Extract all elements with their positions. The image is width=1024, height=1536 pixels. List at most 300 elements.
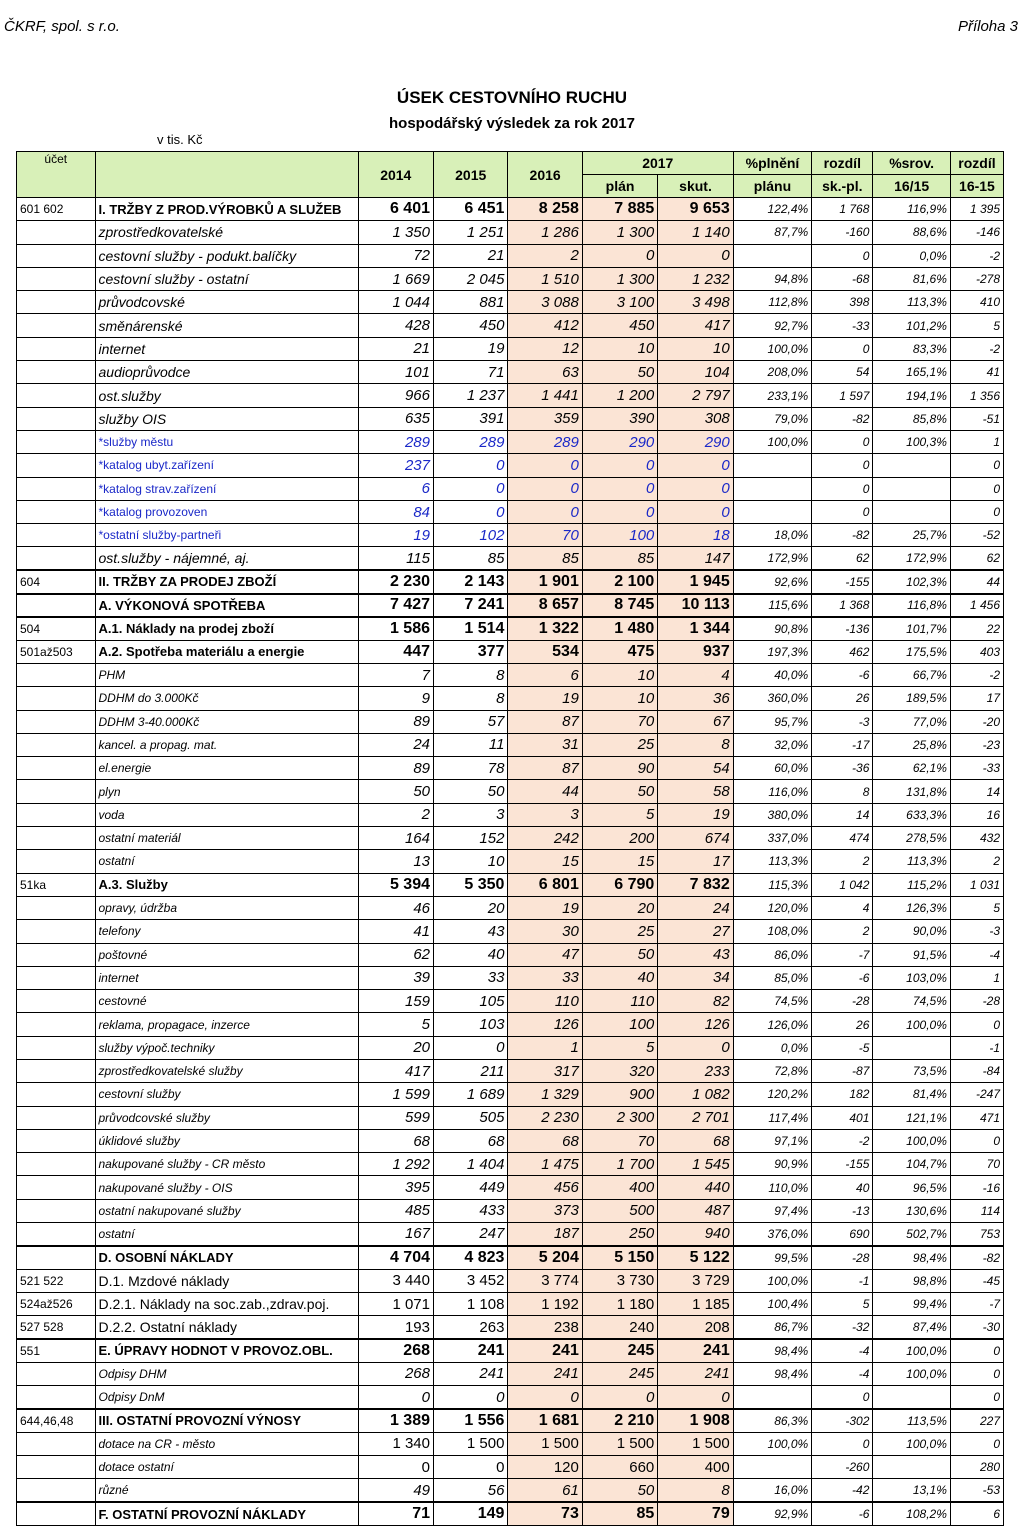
value-actual-2017-cell: 104	[658, 361, 733, 384]
value-plan-2017-cell: 85	[582, 1502, 657, 1525]
pct-compare-cell: 165,1%	[873, 361, 950, 384]
diff-actual-plan-cell: 401	[812, 1106, 873, 1129]
value-actual-2017-cell: 308	[658, 407, 733, 430]
pct-compare-cell	[873, 477, 950, 500]
item-name-cell: ostatní materiál	[95, 827, 358, 850]
value-2014-cell: 164	[358, 827, 433, 850]
value-2016-cell: 0	[508, 477, 582, 500]
col-pct-plan: %plnění	[733, 152, 812, 175]
table-row	[17, 1456, 1004, 1479]
pct-plan-cell: 112,8%	[733, 291, 812, 314]
diff-16-15-cell: -3	[950, 920, 1003, 943]
value-2016-cell: 241	[508, 1362, 582, 1385]
item-name-cell: *katalog ubyt.zařízení	[95, 454, 358, 477]
value-2014-cell: 167	[358, 1223, 433, 1246]
value-actual-2017-cell: 208	[658, 1316, 733, 1339]
account-cell	[17, 291, 96, 314]
value-plan-2017-cell: 50	[582, 943, 657, 966]
value-2014-cell: 1 292	[358, 1153, 433, 1176]
value-2015-cell: 505	[434, 1106, 508, 1129]
account-cell	[17, 1456, 96, 1479]
account-cell	[17, 244, 96, 267]
diff-actual-plan-cell: 5	[812, 1292, 873, 1315]
value-2014-cell: 447	[358, 640, 433, 663]
diff-16-15-cell: -2	[950, 244, 1003, 267]
value-actual-2017-cell: 18	[658, 524, 733, 547]
col-cmp: %srov.	[873, 152, 950, 175]
value-2015-cell: 5 350	[434, 873, 508, 896]
value-2015-cell: 85	[434, 547, 508, 570]
pct-plan-cell: 32,0%	[733, 733, 812, 756]
col-diff2-sub: 16-15	[950, 175, 1003, 198]
value-2016-cell: 126	[508, 1013, 582, 1036]
item-name-cell: služby výpoč.techniky	[95, 1036, 358, 1059]
item-name-cell: různé	[95, 1479, 358, 1502]
pct-plan-cell: 120,2%	[733, 1083, 812, 1106]
diff-16-15-cell: -52	[950, 524, 1003, 547]
item-name-cell: nakupované služby - OIS	[95, 1176, 358, 1199]
value-2014-cell: 4 704	[358, 1246, 433, 1269]
table-row	[17, 570, 1004, 593]
item-name-cell: kancel. a propag. mat.	[95, 733, 358, 756]
value-2016-cell: 1 510	[508, 267, 582, 290]
pct-plan-cell	[733, 1386, 812, 1409]
value-2014-cell: 84	[358, 500, 433, 523]
table-row	[17, 1269, 1004, 1292]
value-plan-2017-cell: 0	[582, 1386, 657, 1409]
value-actual-2017-cell: 0	[658, 1386, 733, 1409]
account-cell	[17, 1036, 96, 1059]
table-row	[17, 1106, 1004, 1129]
value-2015-cell: 1 108	[434, 1292, 508, 1315]
value-actual-2017-cell: 10 113	[658, 594, 733, 617]
value-plan-2017-cell: 400	[582, 1176, 657, 1199]
pct-plan-cell: 0,0%	[733, 1036, 812, 1059]
item-name-cell: D.2.2. Ostatní náklady	[95, 1316, 358, 1339]
diff-actual-plan-cell: -2	[812, 1129, 873, 1152]
value-2014-cell: 395	[358, 1176, 433, 1199]
table-row	[17, 1083, 1004, 1106]
pct-plan-cell: 197,3%	[733, 640, 812, 663]
value-actual-2017-cell: 0	[658, 244, 733, 267]
diff-16-15-cell: -45	[950, 1269, 1003, 1292]
item-name-cell: I. TRŽBY Z PROD.VÝROBKŮ A SLUŽEB	[95, 198, 358, 221]
pct-plan-cell: 100,0%	[733, 1432, 812, 1455]
pct-plan-cell: 113,3%	[733, 850, 812, 873]
value-2014-cell: 1 586	[358, 617, 433, 640]
value-actual-2017-cell: 8	[658, 1479, 733, 1502]
diff-16-15-cell: -53	[950, 1479, 1003, 1502]
value-2014-cell: 71	[358, 1502, 433, 1525]
value-2015-cell: 263	[434, 1316, 508, 1339]
value-actual-2017-cell: 1 140	[658, 221, 733, 244]
value-plan-2017-cell: 3 730	[582, 1269, 657, 1292]
diff-actual-plan-cell: -3	[812, 710, 873, 733]
value-plan-2017-cell: 250	[582, 1223, 657, 1246]
item-name-cell: A.3. Služby	[95, 873, 358, 896]
value-2014-cell: 115	[358, 547, 433, 570]
value-actual-2017-cell: 19	[658, 803, 733, 826]
item-name-cell: DDHM 3-40.000Kč	[95, 710, 358, 733]
account-cell	[17, 384, 96, 407]
item-name-cell: A.1. Náklady na prodej zboží	[95, 617, 358, 640]
pct-compare-cell: 25,7%	[873, 524, 950, 547]
item-name-cell: ost.služby - nájemné, aj.	[95, 547, 358, 570]
item-name-cell: ostatní nakupované služby	[95, 1199, 358, 1222]
account-cell	[17, 1059, 96, 1082]
value-2016-cell: 0	[508, 1386, 582, 1409]
account-cell	[17, 896, 96, 919]
item-name-cell: průvodcovské	[95, 291, 358, 314]
value-plan-2017-cell: 10	[582, 663, 657, 686]
value-plan-2017-cell: 0	[582, 454, 657, 477]
value-2015-cell: 0	[434, 454, 508, 477]
diff-16-15-cell: 0	[950, 1432, 1003, 1455]
value-2016-cell: 61	[508, 1479, 582, 1502]
diff-actual-plan-cell: -17	[812, 733, 873, 756]
pct-plan-cell: 126,0%	[733, 1013, 812, 1036]
diff-16-15-cell: 62	[950, 547, 1003, 570]
col-2015: 2015	[434, 152, 508, 198]
account-cell	[17, 1502, 96, 1525]
table-row	[17, 454, 1004, 477]
table-row	[17, 827, 1004, 850]
value-plan-2017-cell: 50	[582, 780, 657, 803]
diff-actual-plan-cell: 26	[812, 1013, 873, 1036]
value-2014-cell: 5 394	[358, 873, 433, 896]
value-2016-cell: 85	[508, 547, 582, 570]
diff-16-15-cell: 0	[950, 1386, 1003, 1409]
pct-compare-cell: 66,7%	[873, 663, 950, 686]
account-cell	[17, 966, 96, 989]
pct-compare-cell	[873, 1386, 950, 1409]
diff-actual-plan-cell: -42	[812, 1479, 873, 1502]
diff-16-15-cell: -51	[950, 407, 1003, 430]
value-2014-cell: 72	[358, 244, 433, 267]
value-2014-cell: 6 401	[358, 198, 433, 221]
item-name-cell: A.2. Spotřeba materiálu a energie	[95, 640, 358, 663]
value-2016-cell: 31	[508, 733, 582, 756]
value-plan-2017-cell: 1 180	[582, 1292, 657, 1315]
pct-compare-cell	[873, 1036, 950, 1059]
account-cell	[17, 827, 96, 850]
item-name-cell: III. OSTATNÍ PROVOZNÍ VÝNOSY	[95, 1409, 358, 1432]
value-2014-cell: 101	[358, 361, 433, 384]
value-2016-cell: 0	[508, 454, 582, 477]
value-2015-cell: 449	[434, 1176, 508, 1199]
value-2016-cell: 6	[508, 663, 582, 686]
pct-plan-cell: 116,0%	[733, 780, 812, 803]
table-row	[17, 547, 1004, 570]
account-cell	[17, 757, 96, 780]
value-2015-cell: 8	[434, 687, 508, 710]
value-plan-2017-cell: 320	[582, 1059, 657, 1082]
diff-actual-plan-cell: -5	[812, 1036, 873, 1059]
table-row	[17, 477, 1004, 500]
value-actual-2017-cell: 241	[658, 1339, 733, 1362]
diff-actual-plan-cell: 0	[812, 1432, 873, 1455]
value-2015-cell: 149	[434, 1502, 508, 1525]
diff-actual-plan-cell: -155	[812, 570, 873, 593]
value-2016-cell: 3 774	[508, 1269, 582, 1292]
table-row	[17, 990, 1004, 1013]
pct-compare-cell: 633,3%	[873, 803, 950, 826]
value-2015-cell: 1 404	[434, 1153, 508, 1176]
value-actual-2017-cell: 147	[658, 547, 733, 570]
table-row	[17, 198, 1004, 221]
diff-16-15-cell: 70	[950, 1153, 1003, 1176]
diff-16-15-cell: -2	[950, 663, 1003, 686]
value-2016-cell: 1 901	[508, 570, 582, 593]
pct-compare-cell: 73,5%	[873, 1059, 950, 1082]
value-2015-cell: 8	[434, 663, 508, 686]
value-actual-2017-cell: 3 729	[658, 1269, 733, 1292]
results-table	[16, 151, 1004, 1526]
pct-plan-cell: 86,7%	[733, 1316, 812, 1339]
diff-16-15-cell: -84	[950, 1059, 1003, 1082]
value-2015-cell: 7 241	[434, 594, 508, 617]
item-name-cell: poštovné	[95, 943, 358, 966]
value-2016-cell: 187	[508, 1223, 582, 1246]
value-2014-cell: 428	[358, 314, 433, 337]
value-actual-2017-cell: 487	[658, 1199, 733, 1222]
col-diff-sub: sk.-pl.	[812, 175, 873, 198]
value-2015-cell: 241	[434, 1362, 508, 1385]
pct-compare-cell: 116,8%	[873, 594, 950, 617]
value-2016-cell: 47	[508, 943, 582, 966]
value-plan-2017-cell: 110	[582, 990, 657, 1013]
value-actual-2017-cell: 2 701	[658, 1106, 733, 1129]
value-plan-2017-cell: 70	[582, 710, 657, 733]
diff-16-15-cell: 1 456	[950, 594, 1003, 617]
value-plan-2017-cell: 5	[582, 1036, 657, 1059]
diff-actual-plan-cell: 0	[812, 1386, 873, 1409]
value-2014-cell: 9	[358, 687, 433, 710]
account-cell	[17, 1106, 96, 1129]
value-plan-2017-cell: 10	[582, 337, 657, 360]
value-plan-2017-cell: 0	[582, 244, 657, 267]
value-2016-cell: 120	[508, 1456, 582, 1479]
table-row	[17, 314, 1004, 337]
diff-actual-plan-cell: 398	[812, 291, 873, 314]
pct-plan-cell: 18,0%	[733, 524, 812, 547]
value-2014-cell: 1 340	[358, 1432, 433, 1455]
value-actual-2017-cell: 233	[658, 1059, 733, 1082]
account-cell: 521 522	[17, 1269, 96, 1292]
account-cell	[17, 477, 96, 500]
value-2016-cell: 241	[508, 1339, 582, 1362]
diff-actual-plan-cell: -28	[812, 1246, 873, 1269]
pct-plan-cell: 95,7%	[733, 710, 812, 733]
pct-plan-cell: 92,6%	[733, 570, 812, 593]
value-2015-cell: 1 514	[434, 617, 508, 640]
value-2016-cell: 238	[508, 1316, 582, 1339]
account-cell	[17, 337, 96, 360]
table-row	[17, 943, 1004, 966]
account-cell	[17, 1386, 96, 1409]
value-plan-2017-cell: 475	[582, 640, 657, 663]
table-row	[17, 687, 1004, 710]
table-row	[17, 1409, 1004, 1432]
value-2015-cell: 105	[434, 990, 508, 1013]
pct-compare-cell: 100,0%	[873, 1362, 950, 1385]
pct-compare-cell: 81,4%	[873, 1083, 950, 1106]
item-name-cell: služby OIS	[95, 407, 358, 430]
pct-compare-cell: 121,1%	[873, 1106, 950, 1129]
value-plan-2017-cell: 90	[582, 757, 657, 780]
value-actual-2017-cell: 0	[658, 500, 733, 523]
pct-compare-cell: 81,6%	[873, 267, 950, 290]
pct-plan-cell	[733, 500, 812, 523]
account-cell	[17, 803, 96, 826]
value-2014-cell: 19	[358, 524, 433, 547]
pct-compare-cell: 116,9%	[873, 198, 950, 221]
pct-plan-cell: 86,3%	[733, 1409, 812, 1432]
value-2014-cell: 89	[358, 757, 433, 780]
diff-16-15-cell: 17	[950, 687, 1003, 710]
pct-plan-cell: 92,9%	[733, 1502, 812, 1525]
value-actual-2017-cell: 674	[658, 827, 733, 850]
table-row	[17, 500, 1004, 523]
pct-compare-cell: 189,5%	[873, 687, 950, 710]
pct-plan-cell: 122,4%	[733, 198, 812, 221]
pct-plan-cell: 108,0%	[733, 920, 812, 943]
value-2016-cell: 1 681	[508, 1409, 582, 1432]
diff-16-15-cell: -20	[950, 710, 1003, 733]
value-actual-2017-cell: 937	[658, 640, 733, 663]
item-name-cell: opravy, údržba	[95, 896, 358, 919]
value-plan-2017-cell: 70	[582, 1129, 657, 1152]
value-2014-cell: 237	[358, 454, 433, 477]
value-2016-cell: 534	[508, 640, 582, 663]
pct-plan-cell: 94,8%	[733, 267, 812, 290]
account-cell	[17, 780, 96, 803]
table-row	[17, 221, 1004, 244]
diff-actual-plan-cell: -6	[812, 1502, 873, 1525]
value-plan-2017-cell: 7 885	[582, 198, 657, 221]
pct-compare-cell: 83,3%	[873, 337, 950, 360]
value-2014-cell: 41	[358, 920, 433, 943]
value-2015-cell: 0	[434, 1386, 508, 1409]
value-plan-2017-cell: 25	[582, 733, 657, 756]
diff-16-15-cell: -82	[950, 1246, 1003, 1269]
pct-plan-cell: 120,0%	[733, 896, 812, 919]
value-2014-cell: 1 389	[358, 1409, 433, 1432]
value-actual-2017-cell: 24	[658, 896, 733, 919]
value-2015-cell: 152	[434, 827, 508, 850]
diff-16-15-cell: -247	[950, 1083, 1003, 1106]
value-plan-2017-cell: 20	[582, 896, 657, 919]
value-2015-cell: 3	[434, 803, 508, 826]
account-cell: 604	[17, 570, 96, 593]
item-name-cell: ostatní	[95, 850, 358, 873]
value-2016-cell: 15	[508, 850, 582, 873]
diff-actual-plan-cell: -4	[812, 1339, 873, 1362]
diff-16-15-cell: -23	[950, 733, 1003, 756]
value-2015-cell: 2 045	[434, 267, 508, 290]
value-2015-cell: 33	[434, 966, 508, 989]
table-row	[17, 663, 1004, 686]
value-plan-2017-cell: 1 480	[582, 617, 657, 640]
value-plan-2017-cell: 900	[582, 1083, 657, 1106]
value-actual-2017-cell: 36	[658, 687, 733, 710]
value-2015-cell: 20	[434, 896, 508, 919]
account-cell: 524až526	[17, 1292, 96, 1315]
item-name-cell: D.2.1. Náklady na soc.zab.,zdrav.poj.	[95, 1292, 358, 1315]
pct-compare-cell: 172,9%	[873, 547, 950, 570]
account-cell: 501až503	[17, 640, 96, 663]
diff-16-15-cell: -146	[950, 221, 1003, 244]
account-cell	[17, 524, 96, 547]
account-cell	[17, 733, 96, 756]
diff-16-15-cell: 471	[950, 1106, 1003, 1129]
pct-compare-cell	[873, 1456, 950, 1479]
value-actual-2017-cell: 1 082	[658, 1083, 733, 1106]
pct-plan-cell: 97,4%	[733, 1199, 812, 1222]
col-cmp-sub: 16/15	[873, 175, 950, 198]
item-name-cell: průvodcovské služby	[95, 1106, 358, 1129]
account-cell	[17, 1432, 96, 1455]
value-2016-cell: 68	[508, 1129, 582, 1152]
pct-compare-cell: 104,7%	[873, 1153, 950, 1176]
pct-plan-cell: 90,8%	[733, 617, 812, 640]
diff-16-15-cell: 6	[950, 1502, 1003, 1525]
diff-actual-plan-cell: -4	[812, 1362, 873, 1385]
item-name-cell: plyn	[95, 780, 358, 803]
value-plan-2017-cell: 390	[582, 407, 657, 430]
diff-actual-plan-cell: 14	[812, 803, 873, 826]
value-plan-2017-cell: 3 100	[582, 291, 657, 314]
diff-actual-plan-cell: 2	[812, 920, 873, 943]
pct-plan-cell	[733, 454, 812, 477]
diff-actual-plan-cell: -82	[812, 407, 873, 430]
item-name-cell: *služby městu	[95, 430, 358, 453]
pct-plan-cell: 98,4%	[733, 1339, 812, 1362]
table-row	[17, 291, 1004, 314]
diff-actual-plan-cell: -155	[812, 1153, 873, 1176]
diff-16-15-cell: 0	[950, 1362, 1003, 1385]
value-2015-cell: 71	[434, 361, 508, 384]
table-row	[17, 1129, 1004, 1152]
pct-plan-cell: 233,1%	[733, 384, 812, 407]
value-plan-2017-cell: 2 300	[582, 1106, 657, 1129]
table-row	[17, 1386, 1004, 1409]
account-cell	[17, 1153, 96, 1176]
diff-16-15-cell: 1 356	[950, 384, 1003, 407]
value-2016-cell: 3 088	[508, 291, 582, 314]
value-2016-cell: 8 657	[508, 594, 582, 617]
value-2014-cell: 49	[358, 1479, 433, 1502]
diff-16-15-cell: -16	[950, 1176, 1003, 1199]
value-2014-cell: 21	[358, 337, 433, 360]
pct-compare-cell: 100,0%	[873, 1432, 950, 1455]
table-row	[17, 1223, 1004, 1246]
value-plan-2017-cell: 200	[582, 827, 657, 850]
account-cell	[17, 500, 96, 523]
value-2016-cell: 1 192	[508, 1292, 582, 1315]
pct-plan-cell: 90,9%	[733, 1153, 812, 1176]
value-2016-cell: 359	[508, 407, 582, 430]
value-plan-2017-cell: 450	[582, 314, 657, 337]
item-name-cell: D. OSOBNÍ NÁKLADY	[95, 1246, 358, 1269]
value-2016-cell: 19	[508, 896, 582, 919]
diff-actual-plan-cell: 1 597	[812, 384, 873, 407]
item-name-cell: cestovní služby	[95, 1083, 358, 1106]
item-name-cell: nakupované služby - CR město	[95, 1153, 358, 1176]
account-cell: 601 602	[17, 198, 96, 221]
account-cell: 527 528	[17, 1316, 96, 1339]
value-2015-cell: 103	[434, 1013, 508, 1036]
